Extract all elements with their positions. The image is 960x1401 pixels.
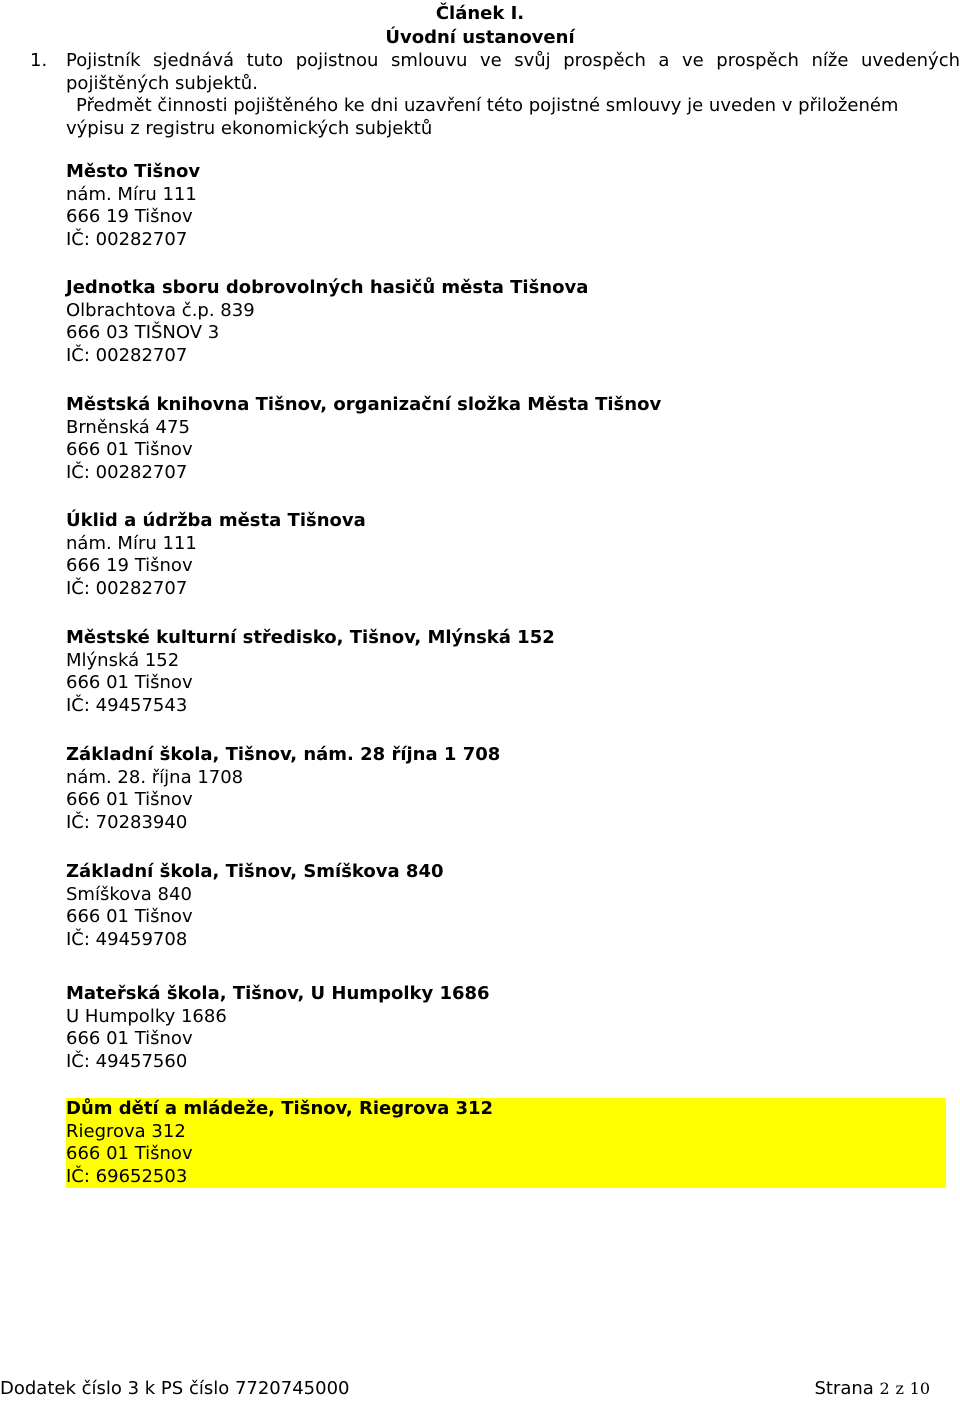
entity-street: Brněnská 475 [66, 416, 190, 438]
insured-entity [66, 744, 946, 834]
entity-street: Mlýnská 152 [66, 649, 180, 671]
entity-name: Dům dětí a mládeže, Tišnov, Riegrova 312 [66, 1098, 494, 1119]
entity-city: 666 19 Tišnov [66, 555, 193, 577]
entity-street: nám. 28. října 1708 [66, 766, 244, 788]
entity-city: 666 19 Tišnov [66, 206, 193, 228]
entity-city: 666 01 Tišnov [66, 1143, 193, 1165]
entity-ic: IČ: 69652503 [66, 1165, 188, 1187]
entity-name: Město Tišnov [66, 161, 201, 182]
entity-street: U Humpolky 1686 [66, 1005, 227, 1027]
footer-page-label: Strana [814, 1378, 874, 1399]
footer-page-of: z [895, 1379, 904, 1398]
insured-entity [66, 161, 946, 251]
entity-ic: IČ: 49457560 [66, 1050, 188, 1072]
entity-ic: IČ: 70283940 [66, 811, 188, 833]
list-item-number: 1. [30, 50, 48, 71]
entity-city: 666 01 Tišnov [66, 906, 193, 928]
insured-entity-highlighted [66, 1098, 946, 1188]
insured-entity [66, 861, 946, 951]
entity-city: 666 01 Tišnov [66, 1028, 193, 1050]
entity-city: 666 03 TIŠNOV 3 [66, 322, 220, 344]
footer-page-total: 10 [909, 1379, 930, 1398]
list-item-1 [30, 50, 960, 95]
entity-name: Jednotka sboru dobrovolných hasičů města Tišnova [66, 277, 589, 298]
entity-ic: IČ: 00282707 [66, 344, 188, 366]
entity-street: nám. Míru 111 [66, 183, 197, 205]
entity-ic: IČ: 49459708 [66, 928, 188, 950]
list-item-text: Pojistník sjednává tuto pojistnou smlouvu ve svůj prospěch a ve prospěch níže uvedených pojištěných subjektů. [66, 50, 960, 94]
entity-name: Základní škola, Tišnov, Smíškova 840 [66, 861, 444, 882]
entity-ic: IČ: 00282707 [66, 228, 188, 250]
entity-city: 666 01 Tišnov [66, 439, 193, 461]
entity-city: 666 01 Tišnov [66, 789, 193, 811]
paragraph-business-activity: Předmět činnosti pojištěného ke dni uzavření této pojistné smlouvy je uveden v přiloženém výpisu z registru ekonomických subjektů [66, 95, 899, 139]
entity-ic: IČ: 49457543 [66, 694, 188, 716]
entity-street: Riegrova 312 [66, 1120, 186, 1142]
entity-name: Městská knihovna Tišnov, organizační složka Města Tišnov [66, 394, 662, 415]
footer-document-reference: Dodatek číslo 3 k PS číslo 7720745000 [0, 1378, 350, 1399]
entity-city: 666 01 Tišnov [66, 672, 193, 694]
insured-entity [66, 277, 946, 367]
entity-street: nám. Míru 111 [66, 532, 197, 554]
insured-entity [66, 394, 946, 484]
insured-entity [66, 983, 946, 1073]
entity-street: Smíškova 840 [66, 883, 192, 905]
entity-ic: IČ: 00282707 [66, 577, 188, 599]
entity-street: Olbrachtova č.p. 839 [66, 299, 255, 321]
insured-entity [66, 627, 946, 717]
entity-name: Městské kulturní středisko, Tišnov, Mlýnská 152 [66, 627, 555, 648]
footer-page-current: 2 [879, 1379, 890, 1398]
entity-name: Mateřská škola, Tišnov, U Humpolky 1686 [66, 983, 490, 1004]
footer-page-number [814, 1378, 930, 1401]
entity-name: Základní škola, Tišnov, nám. 28 října 1 708 [66, 744, 501, 765]
article-heading: Článek I. [435, 3, 525, 24]
entity-name: Úklid a údržba města Tišnova [66, 510, 366, 531]
insured-entity [66, 510, 946, 600]
article-subheading: Úvodní ustanovení [385, 27, 575, 48]
entity-ic: IČ: 00282707 [66, 461, 188, 483]
